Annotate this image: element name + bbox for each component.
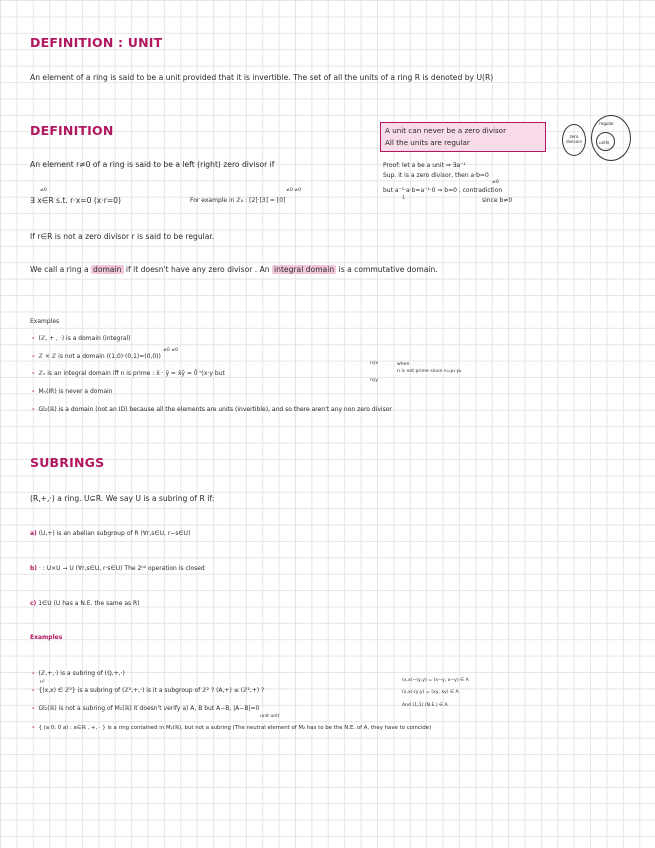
venn-units-label: units: [599, 140, 610, 145]
subring-condition-b: [30, 565, 205, 572]
regular-definition: If r∈R is not a zero divisor r is said to be regular.: [30, 232, 215, 241]
zero-divisor-line: An element r≠0 of a ring is said to be a left (right) zero divisor if: [30, 160, 275, 169]
subring-example-4: - { (a 0; 0 a) : a∈ℝ , +, · } is a ring contained in M₂(ℝ), but not a subring (The neutral element of M₂ has to be the N.E. of A, they have to coincide): [32, 724, 432, 731]
subring-example-1: - (ℤ,+,·) is a subring of (ℚ,+,·): [32, 670, 125, 677]
condition-a-text: (U,+) is an abelian subgroup of R (∀r,s∈U, r−s∈U): [38, 530, 191, 537]
callout-line-1: A unit can never be a zero divisor: [385, 126, 507, 135]
condition-b-label: b): [30, 565, 38, 572]
proof-nonzero-mark: ≠0: [492, 180, 499, 185]
subring-condition-a: [30, 530, 190, 537]
zero-divisor-condition: ∃ x∈R s.t. r·x=0 (x·r=0): [30, 196, 121, 205]
condition-c-text: 1∈U (U has a N.E. the same as R): [38, 600, 140, 607]
subring-example-3: - Gl₂(ℝ) is not a subring of M₂(ℝ) it doesn't verify a) A, B but A−B, |A−B|=0: [32, 705, 260, 712]
example-item-2-marks: ≠0 ≠0: [163, 348, 179, 353]
example-item-3-when: when: [397, 362, 410, 367]
nonzero-mark: ≠0: [40, 188, 47, 193]
example-item-4-text: Mₙ(IR) is never a domain: [38, 388, 113, 395]
subring-example-3-units: unit unit: [260, 714, 280, 719]
subring-examples-title: Examples: [30, 634, 63, 641]
proof-line-4: since b≠0: [482, 197, 513, 204]
example-item-2: - ℤ × ℤ is not a domain ((1,0)·(0,1)=(0,0)): [32, 353, 161, 360]
proof-identity-mark: 1: [402, 196, 405, 201]
example-item-2-text: ℤ × ℤ is not a domain ((1,0)·(0,1)=(0,0)): [38, 353, 161, 360]
subrings-intro: (R,+,·) a ring. U⊆R. We say U is a subring of R if:: [30, 494, 215, 503]
example-item-1-text: (ℤ, + , ·) is a domain (integral): [38, 335, 131, 342]
subrings-title: SUBRINGS: [30, 455, 105, 470]
domain-pre: We call a ring a: [30, 265, 89, 274]
subring-example-2-mark: n²: [40, 680, 45, 685]
example-item-1: - (ℤ, + , ·) is a domain (integral): [32, 335, 131, 342]
domain-post: is a commutative domain.: [338, 265, 438, 274]
example-item-3-ndivx: n∤x: [370, 361, 378, 366]
unit-definition-title: DEFINITION : UNIT: [30, 35, 163, 50]
callout-line-2: All the units are regular: [385, 138, 470, 147]
example-nonzero-marks: ≠0 ≠0: [286, 188, 302, 193]
integral-domain-highlight: integral domain: [274, 265, 335, 274]
example-item-3-ndivy: n∤y: [370, 378, 378, 383]
domain-mid: if it doesn't have any zero divisor . An: [125, 265, 270, 274]
example-item-4: - Mₙ(IR) is never a domain: [32, 388, 113, 395]
subring-condition-c: [30, 600, 140, 607]
subring-example-2-text: {(x,x) ∈ ℤ²} is a subring of (ℤ²,+,·) is it a subgroup of ℤ² ? (A,+) ≤ (ℤ²,+) ?: [38, 687, 265, 694]
proof-line-2: Sup. it is a zero divisor, then a·b=0: [383, 172, 489, 179]
condition-a-label: a): [30, 530, 37, 537]
subring-right-1: (x,x)−(y,y) = (x−y, x−y) ∈ A: [402, 678, 469, 683]
condition-b-text: · : U×U → U (∀r,s∈U, r·s∈U) The 2ⁿᵈ operation is closed: [38, 565, 205, 572]
example-item-5: - Gl₂(ℝ) is a domain (not an ID) because all the elements are units (invertible), and so there aren't any non zero divisor: [32, 406, 392, 413]
venn-regular-label: regular: [599, 121, 614, 126]
example-item-5-text: Gl₂(ℝ) is a domain (not an ID) because all the elements are units (invertible), and so there aren't any non zero divisor: [38, 406, 392, 413]
subring-example-3-text: Gl₂(ℝ) is not a subring of M₂(ℝ) it doesn't verify a) A, B but A−B, |A−B|=0: [38, 705, 260, 712]
zero-divisor-example: For example in ℤ₆ : [2]·[3] = [0]: [190, 197, 286, 204]
subring-right-3: And (1,1) (N.E.) ∈ A: [402, 703, 448, 708]
venn-zero-label: zero divisors: [565, 134, 583, 144]
examples-title: Examples: [30, 318, 60, 325]
example-item-3-note: n is not prime since n=p₁·p₂: [397, 369, 462, 374]
proof-line-3: but a⁻¹·a·b=a⁻¹·0 ⇒ b=0 , contradiction: [383, 187, 503, 194]
example-item-3-text: ℤₙ is an integral domain iff n is prime : x̄ · ȳ = x̄ȳ = 0̄ ⁿ|x·y but: [38, 370, 225, 377]
zero-divisor-definition-title: DEFINITION: [30, 123, 114, 138]
unit-callout-box: [380, 122, 546, 152]
subring-right-2: (x,x)·(y,y) = (xy, xy) ∈ A: [402, 690, 459, 695]
domain-definition: [30, 265, 438, 274]
domain-highlight: domain: [93, 265, 122, 274]
example-item-3: - ℤₙ is an integral domain iff n is prime : x̄ · ȳ = x̄ȳ = 0̄ ⁿ|x·y but: [32, 370, 225, 377]
unit-definition-text: An element of a ring is said to be a unit provided that it is invertible. The set of all the units of a ring R is denoted by U(R): [30, 73, 494, 82]
proof-line-1: Proof: let a be a unit ⇒ ∃a⁻¹: [383, 162, 466, 169]
condition-c-label: c): [30, 600, 37, 607]
subring-example-4-text: { (a 0; 0 a) : a∈ℝ , +, · } is a ring contained in M₂(ℝ), but not a subring (The neutral element of M₂ has to be the N.E. of A, they have to coincide): [38, 725, 432, 731]
subring-example-2: - {(x,x) ∈ ℤ²} is a subring of (ℤ²,+,·) is it a subgroup of ℤ² ? (A,+) ≤ (ℤ²,+) ?: [32, 687, 265, 694]
subring-example-1-text: (ℤ,+,·) is a subring of (ℚ,+,·): [38, 670, 125, 677]
